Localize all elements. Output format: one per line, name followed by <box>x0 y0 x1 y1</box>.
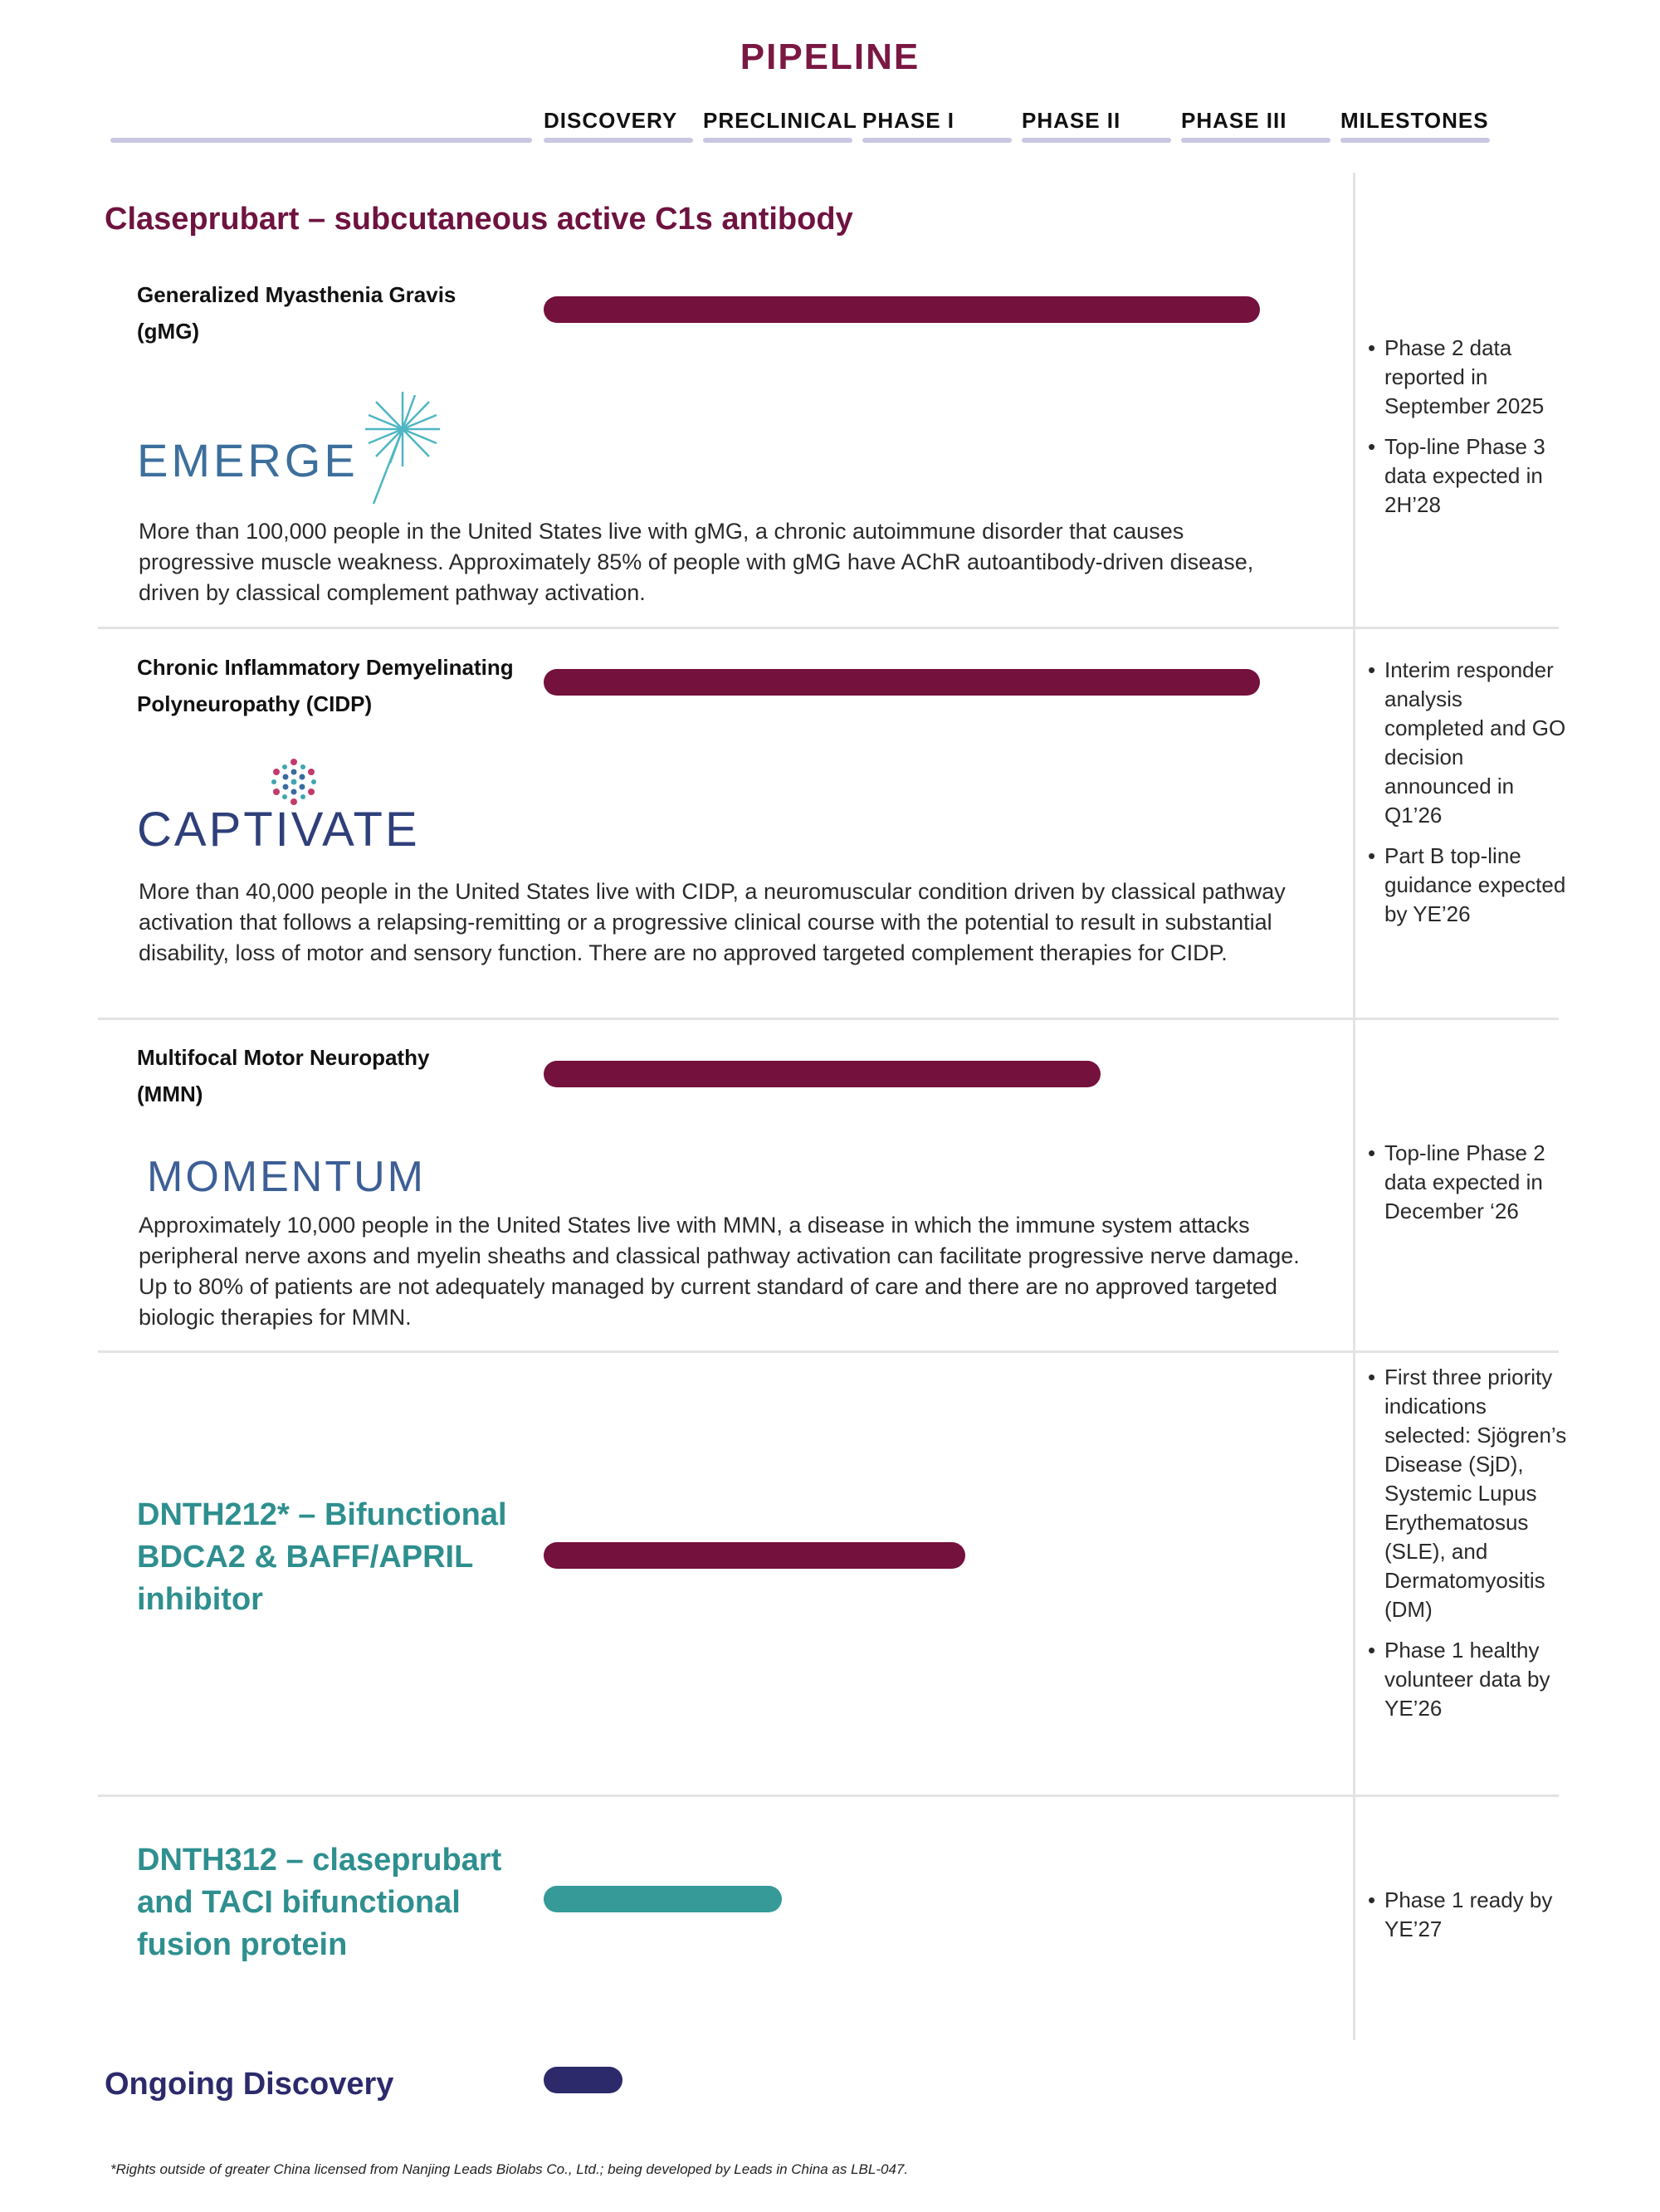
stage-underline <box>703 138 852 143</box>
stage-label-preclinical: PRECLINICAL <box>703 108 857 133</box>
stage-label-phase-iii: PHASE III <box>1181 108 1287 133</box>
milestones-mmn <box>1368 1139 1567 1238</box>
stage-label-phase-i: PHASE I <box>862 108 955 133</box>
emerge-logo <box>137 383 452 508</box>
description-mmn: Approximately 10,000 people in the United States live with MMN, a disease in which the immune system attacks peripheral nerve axons and myelin sheaths and classical pathway activation can facilitate progressive nerve damage. Up to 80% of patients are not adequately managed by current standard of care and there are no approved targeted biologic therapies for MMN. <box>139 1213 1300 1330</box>
indication-name-gmg: Generalized Myasthenia Gravis (gMG) <box>137 282 456 344</box>
milestone-item: • Top-line Phase 3 data expected in 2H’28 <box>1368 432 1567 520</box>
captivate-logo <box>137 755 469 859</box>
milestones-cidp <box>1368 656 1567 940</box>
row-divider <box>98 627 1559 629</box>
milestone-item: • Part B top-line guidance expected by YE’26 <box>1368 842 1567 929</box>
row-divider <box>98 1795 1559 1797</box>
milestones-dnth312 <box>1368 1886 1567 1956</box>
snowflake-icon <box>267 755 320 808</box>
program-title-ongoing-discovery: Ongoing Discovery <box>105 2067 394 2102</box>
indication-name-cidp: Chronic Inflammatory Demyelinating Polyneuropathy (CIDP) <box>137 655 514 716</box>
stage-underline <box>862 138 1012 143</box>
milestone-item: • Phase 1 ready by YE’27 <box>1368 1886 1567 1944</box>
description-cidp: More than 40,000 people in the United States live with CIDP, a neuromuscular condition driven by classical pathway activation that follows a relapsing-remitting or a progressive clinical course with the potential to result in substantial disability, loss of motor and sensory function. There are no approved targeted complement therapies for CIDP. <box>139 879 1286 965</box>
stage-underline <box>544 138 693 143</box>
footnote: *Rights outside of greater China licensed from Nanjing Leads Biolabs Co., Ltd.; being developed by Leads in China as LBL-047. <box>110 2161 909 2177</box>
emerge-logo-text: EMERGE <box>137 434 359 486</box>
pipeline-bar-mmn <box>544 1061 1101 1087</box>
pipeline-bar-ongoing-discovery <box>544 2067 622 2093</box>
pipeline-bar-dnth312 <box>544 1886 782 1912</box>
milestone-item: • Phase 1 healthy volunteer data by YE’26 <box>1368 1636 1571 1723</box>
program-title-dnth212: DNTH212* – Bifunctional BDCA2 & BAFF/APRIL inhibitor <box>137 1497 507 1617</box>
sparkle-icon <box>353 383 452 508</box>
program-title-dnth312: DNTH312 – claseprubart and TACI bifunctional fusion protein <box>137 1843 502 1962</box>
milestone-item: • Interim responder analysis completed and GO decision announced in Q1’26 <box>1368 656 1567 830</box>
description-gmg: More than 100,000 people in the United States live with gMG, a chronic autoimmune disorder that causes progressive muscle weakness. Approximately 85% of people with gMG have AChR autoantibody-driven disease, driven by classical complement pathway activation. <box>139 519 1254 605</box>
milestone-item: • First three priority indications selected: Sjögren’s Disease (SjD), Systemic Lupus Erythematosus (SLE), and Dermatomyositis (DM) <box>1368 1363 1571 1624</box>
section-title: Claseprubart – subcutaneous active C1s antibody <box>105 202 853 237</box>
milestone-item: • Top-line Phase 2 data expected in December ‘26 <box>1368 1139 1567 1226</box>
stage-underline <box>1340 138 1490 143</box>
stage-label-discovery: DISCOVERY <box>544 108 678 133</box>
header-underline-left <box>110 138 532 143</box>
captivate-logo-text: CAPTIVATE <box>137 803 420 857</box>
milestone-item: • Phase 2 data reported in September 2025 <box>1368 334 1567 421</box>
momentum-logo <box>147 1152 496 1210</box>
pipeline-bar-cidp <box>544 669 1260 696</box>
pipeline-bar-gmg <box>544 296 1260 323</box>
stage-underline <box>1181 138 1330 143</box>
pipeline-bar-dnth212 <box>544 1542 965 1569</box>
milestones-gmg <box>1368 334 1567 531</box>
row-divider <box>98 1018 1559 1020</box>
stage-label-milestones: MILESTONES <box>1340 108 1489 133</box>
milestones-dnth212 <box>1368 1363 1571 1735</box>
stage-label-phase-ii: PHASE II <box>1022 108 1121 133</box>
momentum-logo-text: MOMENTUM <box>147 1153 426 1201</box>
indication-name-mmn: Multifocal Motor Neuropathy (MMN) <box>137 1045 430 1106</box>
row-divider <box>98 1350 1559 1353</box>
stage-underline <box>1022 138 1171 143</box>
milestones-divider <box>1353 173 1355 2040</box>
page-title: PIPELINE <box>740 37 920 77</box>
